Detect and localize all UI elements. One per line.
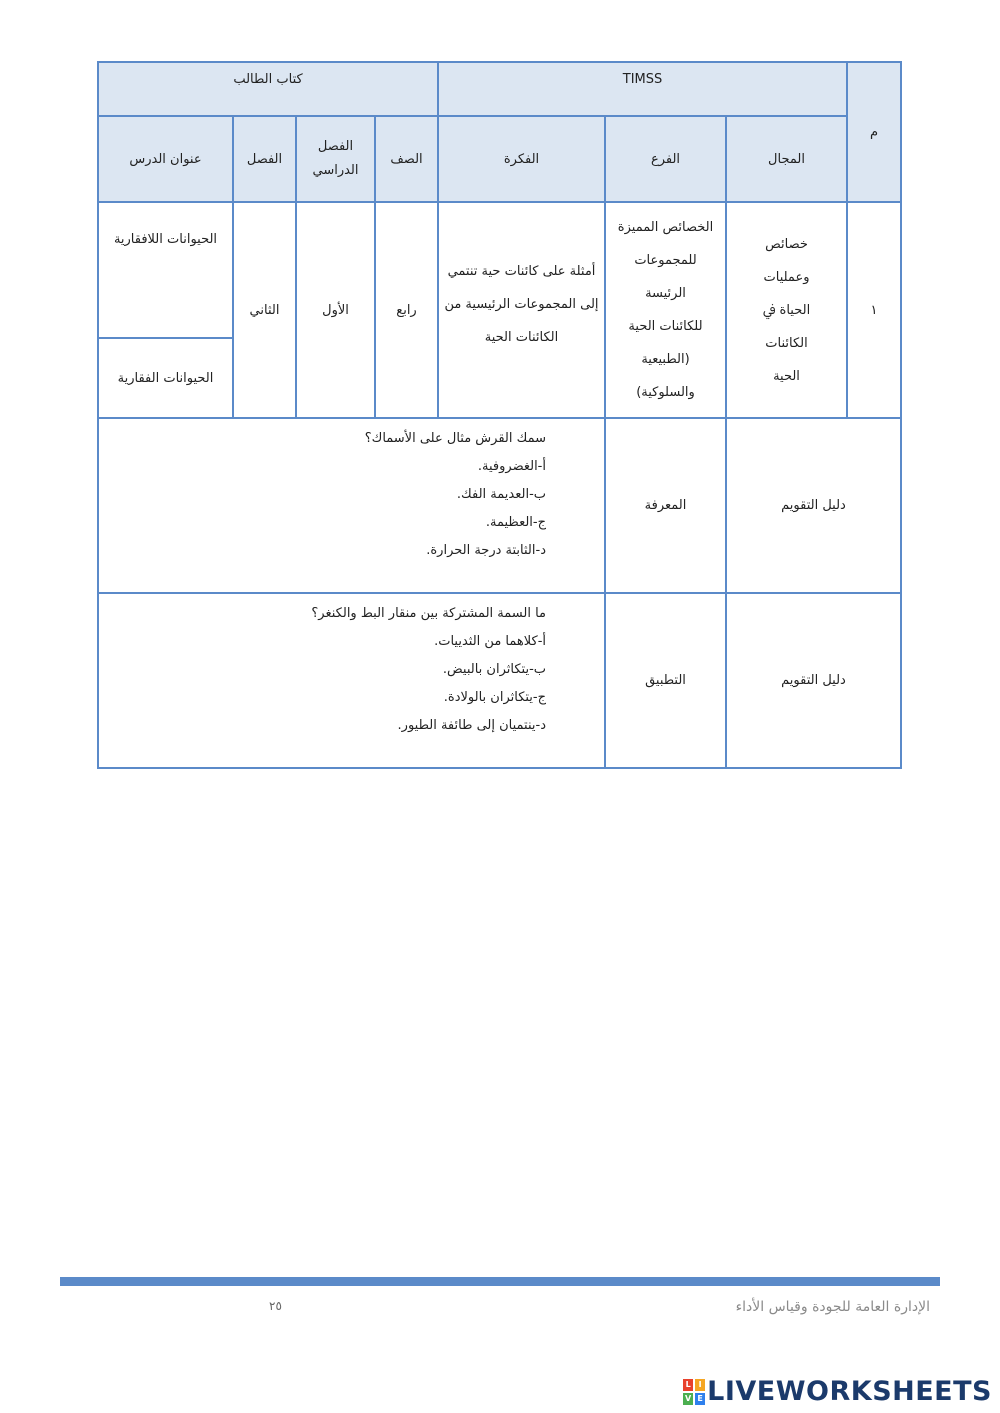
header-idea: الفكرة xyxy=(438,116,605,202)
domain-line: وعمليات xyxy=(763,269,810,285)
header-chapter: الفصل xyxy=(233,116,296,202)
data-row xyxy=(98,202,901,338)
answer-option: ب-يتكاثران بالبيض. xyxy=(442,662,546,677)
question-cell xyxy=(98,593,605,768)
branch-line: للمجموعات xyxy=(634,253,697,268)
idea-line: إلى المجموعات الرئيسية من xyxy=(444,297,599,312)
lesson-vertebrates: الحيوانات الفقارية xyxy=(98,338,233,418)
evaluation-level: المعرفة xyxy=(605,418,726,593)
grade-cell: رابع xyxy=(375,202,438,418)
header-row-top xyxy=(98,62,901,116)
header-timss: TIMSS xyxy=(438,62,847,116)
logo-letter: V xyxy=(685,1393,692,1403)
branch-line: (الطبيعية xyxy=(641,352,690,367)
liveworksheets-logo-icon xyxy=(683,1379,705,1405)
branch-line: للكائنات الحية xyxy=(628,319,703,334)
answer-option: د-ينتميان إلى طائفة الطيور. xyxy=(397,718,546,733)
idea-cell xyxy=(438,202,605,418)
branch-cell xyxy=(605,202,726,418)
header-number: م xyxy=(847,62,901,202)
answer-option: أ-الغضروفية. xyxy=(477,459,546,474)
question-cell xyxy=(98,418,605,593)
header-semester: الفصل الدراسي xyxy=(296,116,375,202)
domain-line: خصائص xyxy=(765,236,808,252)
header-branch: الفرع xyxy=(605,116,726,202)
domain-line: الحية xyxy=(773,368,800,384)
answer-option: أ-كلاهما من الثدييات. xyxy=(434,634,546,649)
evaluation-row-application xyxy=(98,593,901,768)
domain-cell xyxy=(726,202,847,418)
answer-option: د-الثابتة درجة الحرارة. xyxy=(426,543,546,558)
lesson-invertebrates: الحيوانات اللافقارية xyxy=(98,202,233,338)
answer-option: ج-العظيمة. xyxy=(485,515,546,530)
row-number: ١ xyxy=(847,202,901,418)
header-row-sub xyxy=(98,116,901,202)
chapter-cell: الثاني xyxy=(233,202,296,418)
curriculum-table xyxy=(97,61,902,769)
question-text: سمك القرش مثال على الأسماك؟ xyxy=(364,431,546,446)
evaluation-label: دليل التقويم xyxy=(726,593,901,768)
idea-line: الكائنات الحية xyxy=(484,330,559,345)
idea-line: أمثلة على كائنات حية تنتمي xyxy=(447,264,596,279)
logo-letter: I xyxy=(695,1379,705,1391)
header-grade: الصف xyxy=(375,116,438,202)
domain-line: الحياة ﰲ xyxy=(762,302,811,318)
evaluation-level: التطبيق xyxy=(605,593,726,768)
evaluation-row-knowledge xyxy=(98,418,901,593)
header-lesson: عنوان الدرس xyxy=(98,116,233,202)
branch-line: الرئيسة xyxy=(645,286,686,301)
header-student-book: كتاب الطالب xyxy=(98,62,438,116)
evaluation-label: دليل التقويم xyxy=(726,418,901,593)
answer-option: ج-يتكاثران بالولادة. xyxy=(443,690,546,705)
answer-option: ب-العديمة الفك. xyxy=(456,487,546,502)
branch-line: والسلوكية) xyxy=(636,385,695,400)
header-domain: المجال xyxy=(726,116,847,202)
liveworksheets-wordmark: LIVEWORKSHEETS xyxy=(707,1376,992,1407)
logo-letter: L xyxy=(683,1379,693,1391)
semester-cell: الأول xyxy=(296,202,375,418)
domain-line: الكائنات xyxy=(765,335,808,351)
question-text: ما السمة المشتركة بين منقار البط والكنغر؟ xyxy=(311,606,546,621)
branch-line: الخصائص المميزة xyxy=(617,220,714,235)
footer-divider xyxy=(60,1277,940,1286)
logo-letter: E xyxy=(695,1393,705,1405)
liveworksheets-brand[interactable] xyxy=(683,1376,992,1407)
page-number: ٢٥ xyxy=(269,1299,282,1313)
footer-organization: الإدارة العامة للجودة وقياس الأداء xyxy=(735,1299,930,1315)
